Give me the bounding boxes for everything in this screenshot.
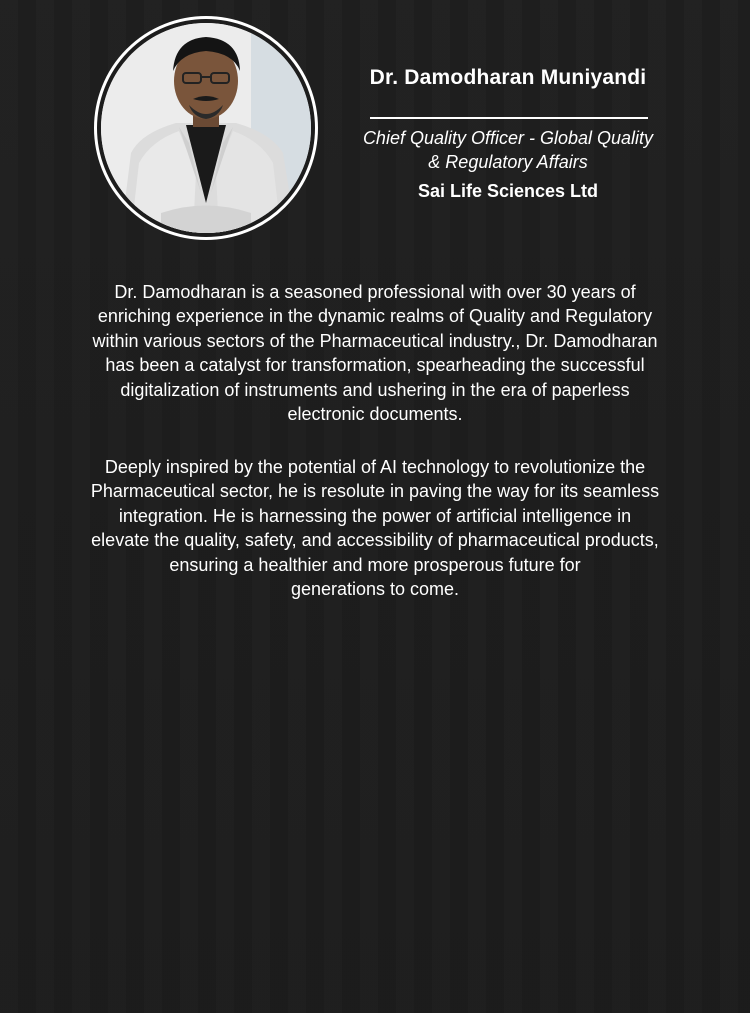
- bio-line: Deeply inspired by the potential of AI technology to revolutionize the: [104, 457, 646, 477]
- bio-line: Pharmaceutical sector, he is resolute in paving the way for its seamless: [90, 481, 660, 502]
- bio-line: electronic documents.: [287, 404, 463, 425]
- divider: [370, 117, 648, 119]
- company-name: Sai Life Sciences Ltd: [417, 181, 599, 201]
- bio-paragraph-1: [36, 280, 714, 426]
- profile-name: Dr. Damodharan Muniyandi: [369, 66, 647, 89]
- bio-line: digitalization of instruments and ushering in the era of paperless: [120, 379, 630, 400]
- avatar: [94, 16, 318, 240]
- bio-line: ensuring a healthier and more prosperous future for: [169, 554, 581, 575]
- bio-line: enriching experience in the dynamic realms of Quality and Regulatory: [97, 306, 653, 327]
- bio-line: Dr. Damodharan is a seasoned professional with over 30 years of: [114, 282, 636, 302]
- bio-line: within various sectors of the Pharmaceutical industry., Dr. Damodharan: [92, 330, 658, 351]
- bio-line: generations to come.: [290, 579, 460, 600]
- bio-paragraph-2: [36, 455, 714, 601]
- bio-line: elevate the quality, safety, and accessibility of pharmaceutical products,: [91, 530, 659, 551]
- profile-photo: [101, 23, 311, 233]
- role-line: & Regulatory Affairs: [428, 152, 588, 172]
- role-line: Chief Quality Officer - Global Quality: [362, 128, 654, 148]
- profile-role: [330, 126, 686, 174]
- bio-line: has been a catalyst for transformation, spearheading the successful: [105, 355, 645, 376]
- bio-line: integration. He is harnessing the power of artificial intelligence in: [118, 505, 632, 526]
